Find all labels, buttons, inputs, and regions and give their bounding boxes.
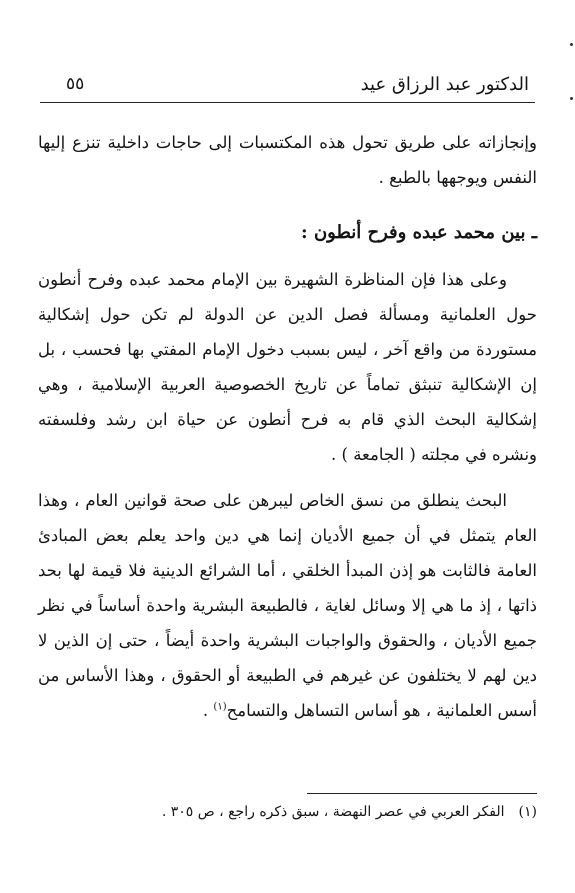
section-heading: ـ بين محمد عبده وفرح أنطون :: [301, 222, 537, 243]
footnote: [60, 800, 537, 824]
paragraph-research-end: .: [202, 701, 214, 720]
footnote-text: الفكر العربي في عصر النهضة ، سبق ذكره راجع ، ص ٣٠٥ .: [161, 804, 505, 820]
running-header: [40, 72, 535, 103]
header-author: الدكتور عبد الرزاق عيد: [360, 74, 529, 95]
paragraph-munazara: وعلى هذا فإن المناظرة الشهيرة بين الإمام محمد عبده وفرح أنطون حول العلمانية ومسألة فصل الدين عن الدولة لم تكن حول إشكالية مستوردة من واقع آخر ، ليس بسبب دخول الإمام المفتي بها فحسب ، بل إن الإشكالية تنبثق تماماً عن تاريخ الخصوصية العربية الإسلامية ، وهي إشكالية البحث الذي قام به فرح أنطون عن حياة ابن رشد وفلسفته ونشره في مجلته ( الجامعة ) .: [38, 270, 537, 464]
scan-speck: [570, 97, 573, 100]
footnote-divider: [307, 793, 537, 794]
paragraph-continued: وإنجازاته على طريق تحول هذه المكتسبات إلى حاجات داخلية تنزع إليها النفس ويوجهها بالطبع .: [38, 133, 537, 187]
page-number: ٥٥: [66, 74, 85, 94]
footnote-reference: (١): [213, 701, 227, 713]
paragraph-research: [38, 483, 537, 728]
paragraph-research-text: البحث ينطلق من نسق الخاص ليبرهن على صحة قوانين العام ، وهذا العام يتمثل في أن جميع الأديان إنما هي دين واحد يعلم بعض المبادئ العامة فالثابت هو إذن المبدأ الخلقي ، أما الشرائع الدينية فلا قيمة لها بحد ذاتها ، إذ ما هي إلا وسائل لغاية ، فالطبيعة البشرية واحدة أساساً في نظر جميع الأديان ، والحقوق والواجبات البشرية واحدة أيضاً ، حتى إن الذين لا دين لهم لا يختلفون عن غيرهم في الطبيعة أو الحقوق ، وهذا الأساس من أسس العلمانية ، هو أساس التساهل والتسامح: [38, 491, 537, 720]
footnote-marker: (١): [518, 804, 537, 820]
body-text: [38, 125, 537, 728]
scan-speck: [570, 43, 573, 46]
